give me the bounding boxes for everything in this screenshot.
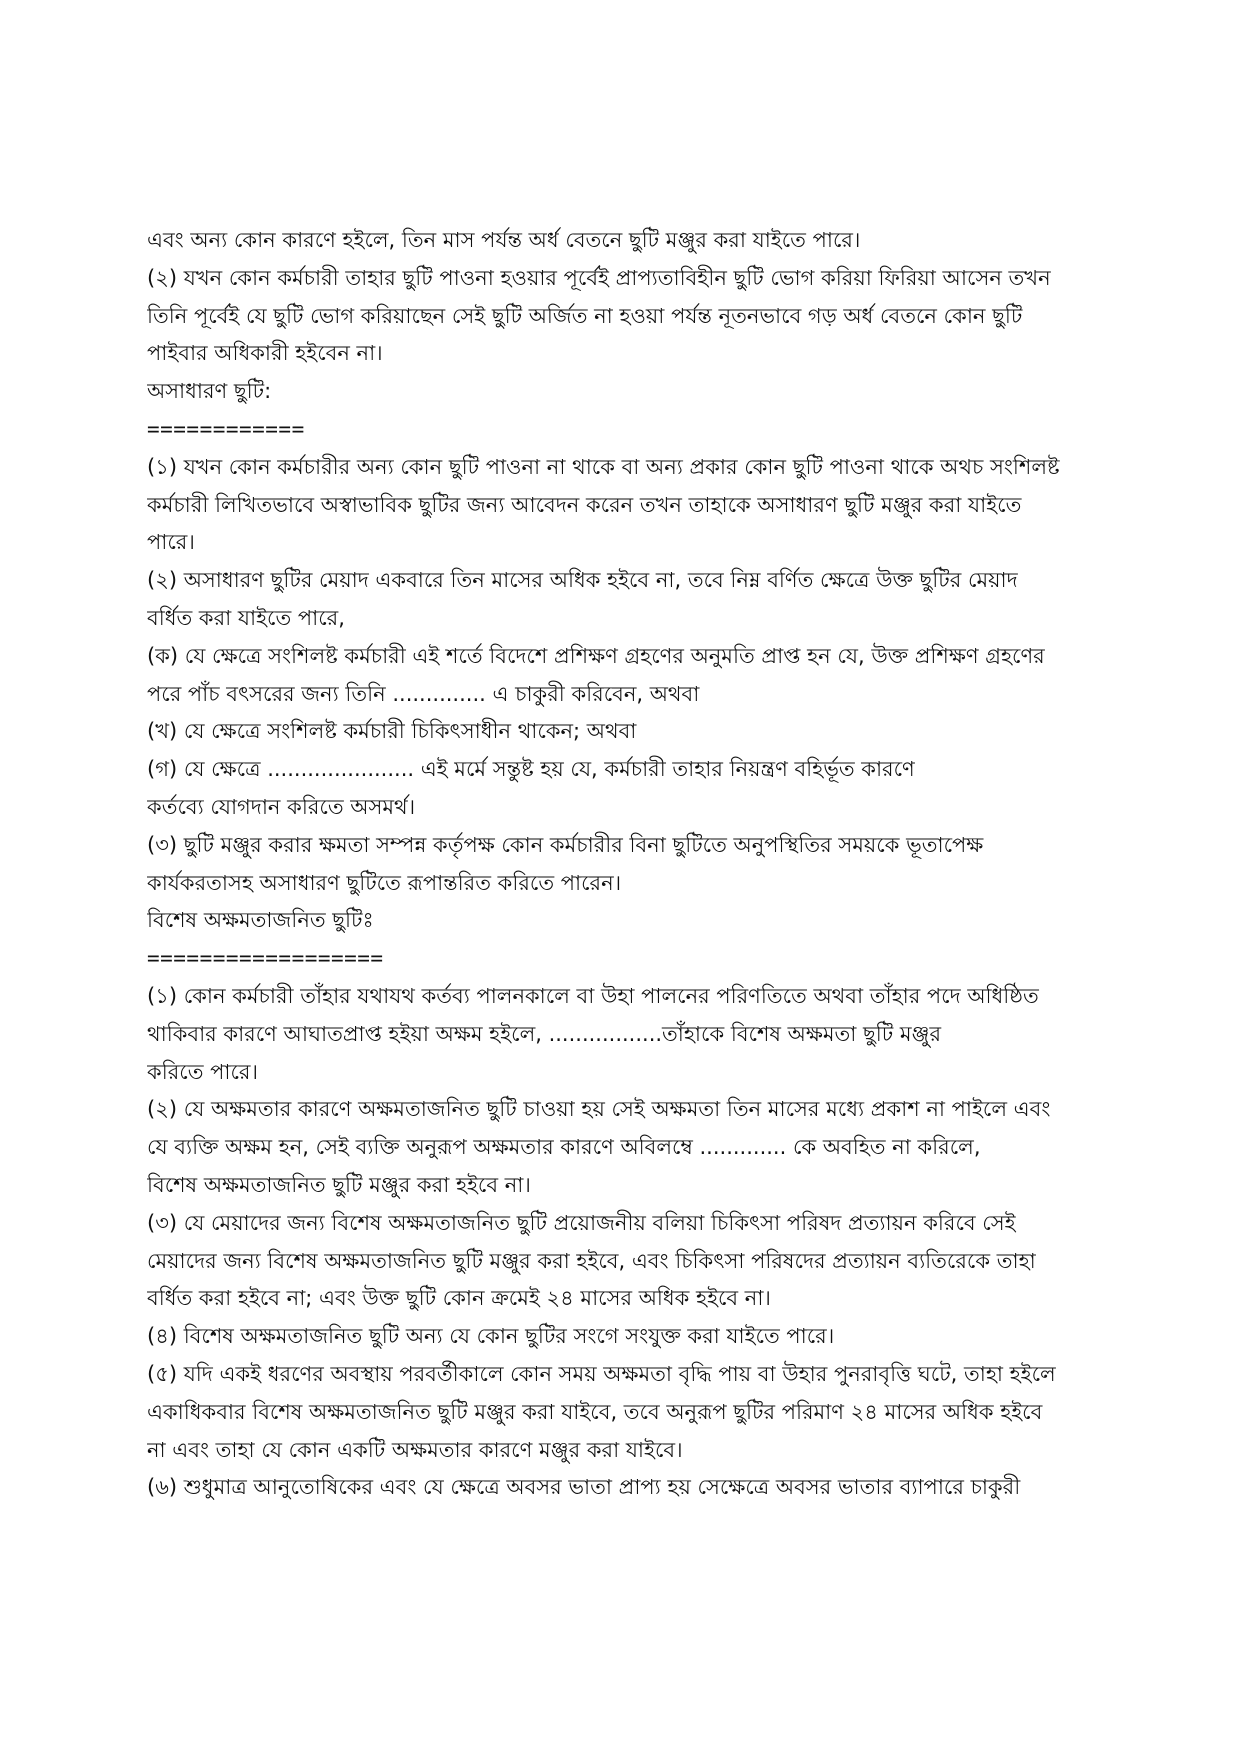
text-line: যে ব্যক্তি অক্ষম হন, সেই ব্যক্তি অনুরূপ অক্ষমতার কারণে অবিলম্বে ............. কে অবহিত না করিলে, — [147, 1135, 981, 1160]
heading-underline-rule: ================== — [147, 946, 384, 971]
text-line: পারে। — [147, 530, 195, 555]
text-line: করিতে পারে। — [147, 1059, 258, 1084]
text-line: কর্মচারী লিখিতভাবে অস্বাভাবিক ছুটির জন্য আবেদন করেন তখন তাহাকে অসাধারণ ছুটি মঞ্জুর করা যাইতে — [147, 492, 1022, 517]
section-heading: অসাধারণ ছুটি: — [147, 379, 272, 404]
text-line: (৪) বিশেষ অক্ষমতাজনিত ছুটি অন্য যে কোন ছুটির সংগে সংযুক্ত করা যাইতে পারে। — [147, 1324, 835, 1349]
document-body — [147, 222, 1112, 1507]
text-line: (৩) যে মেয়াদের জন্য বিশেষ অক্ষমতাজনিত ছুটি প্রয়োজনীয় বলিয়া চিকিৎসা পরিষদ প্রত্যায়ন করিবে সেই — [147, 1210, 1016, 1235]
text-line: পরে পাঁচ বৎসরের জন্য তিনি .............. এ চাকুরী করিবেন, অথবা — [147, 681, 700, 706]
text-line: থাকিবার কারণে আঘাতপ্রাপ্ত হইয়া অক্ষম হইলে, .................তাঁহাকে বিশেষ অক্ষমতা ছুটি মঞ্জুর — [147, 1021, 942, 1046]
text-line: এবং অন্য কোন কারণে হইলে, তিন মাস পর্যন্ত অর্ধ বেতনে ছুটি মঞ্জুর করা যাইতে পারে। — [147, 228, 861, 252]
heading-underline-rule: ============ — [147, 416, 305, 441]
text-line: (২) যে অক্ষমতার কারণে অক্ষমতাজনিত ছুটি চাওয়া হয় সেই অক্ষমতা তিন মাসের মধ্যে প্রকাশ না পাইলে এবং — [147, 1097, 1051, 1122]
section-heading: বিশেষ অক্ষমতাজনিত ছুটিঃ — [147, 908, 374, 933]
text-line: (১) কোন কর্মচারী তাঁহার যথাযথ কর্তব্য পালনকালে বা উহা পালনের পরিণতিতে অথবা তাঁহার পদে অধিষ্ঠিত — [147, 983, 1039, 1008]
text-line: একাধিকবার বিশেষ অক্ষমতাজনিত ছুটি মঞ্জুর করা যাইবে, তবে অনুরূপ ছুটির পরিমাণ ২৪ মাসের অধিক হইবে — [147, 1399, 1043, 1424]
text-line: পাইবার অধিকারী হইবেন না। — [147, 341, 383, 366]
text-line: (৬) শুধুমাত্র আনুতোষিকের এবং যে ক্ষেত্রে অবসর ভাতা প্রাপ্য হয় সেক্ষেত্রে অবসর ভাতার ব্যাপারে চাকুরী — [147, 1475, 1021, 1500]
text-line: (২) যখন কোন কর্মচারী তাহার ছুটি পাওনা হওয়ার পূর্বেই প্রাপ্যতাবিহীন ছুটি ভোগ করিয়া ফিরিয়া আসেন তখন — [147, 265, 1051, 290]
text-line: (ক) যে ক্ষেত্রে সংশিলষ্ট কর্মচারী এই শর্তে বিদেশে প্রশিক্ষণ গ্রহণের অনুমতি প্রাপ্ত হন যে, উক্ত প্রশিক্ষণ গ্রহণের — [147, 643, 1045, 668]
text-line: (১) যখন কোন কর্মচারীর অন্য কোন ছুটি পাওনা না থাকে বা অন্য প্রকার কোন ছুটি পাওনা থাকে অথচ সংশিলষ্ট — [147, 454, 1060, 479]
text-line: কর্তব্যে যোগদান করিতে অসমর্থ। — [147, 794, 416, 819]
text-line: মেয়াদের জন্য বিশেষ অক্ষমতাজনিত ছুটি মঞ্জুর করা হইবে, এবং চিকিৎসা পরিষদের প্রত্যায়ন ব্যতিরেকে তাহা — [147, 1248, 1036, 1273]
text-line: বিশেষ অক্ষমতাজনিত ছুটি মঞ্জুর করা হইবে না। — [147, 1172, 531, 1197]
text-line: বর্ধিত করা হইবে না; এবং উক্ত ছুটি কোন ক্রমেই ২৪ মাসের অধিক হইবে না। — [147, 1286, 771, 1311]
text-line: (৩) ছুটি মঞ্জুর করার ক্ষমতা সম্পন্ন কর্তৃপক্ষ কোন কর্মচারীর বিনা ছুটিতে অনুপস্থিতির সময়কে ভূতাপেক্ষ — [147, 832, 984, 857]
text-line: না এবং তাহা যে কোন একটি অক্ষমতার কারণে মঞ্জুর করা যাইবে। — [147, 1437, 683, 1462]
text-line: (গ) যে ক্ষেত্রে ...................... এই মর্মে সন্তুষ্ট হয় যে, কর্মচারী তাহার নিয়ন্ত্রণ বহির্ভূত কারণে — [147, 757, 915, 782]
text-line: তিনি পূর্বেই যে ছুটি ভোগ করিয়াছেন সেই ছুটি অর্জিত না হওয়া পর্যন্ত নূতনভাবে গড় অর্ধ বেতনে কোন ছুটি — [147, 303, 1023, 328]
text-line: (২) অসাধারণ ছুটির মেয়াদ একবারে তিন মাসের অধিক হইবে না, তবে নিম্ন বর্ণিত ক্ষেত্রে উক্ত ছুটির মেয়াদ — [147, 568, 1018, 593]
text-line: বর্ধিত করা যাইতে পারে, — [147, 605, 345, 630]
text-line: কার্যকরতাসহ অসাধারণ ছুটিতে রূপান্তরিত করিতে পারেন। — [147, 870, 622, 895]
text-line: (খ) যে ক্ষেত্রে সংশিলষ্ট কর্মচারী চিকিৎসাধীন থাকেন; অথবা — [147, 719, 637, 744]
text-line: (৫) যদি একই ধরণের অবস্থায় পরবর্তীকালে কোন সময় অক্ষমতা বৃদ্ধি পায় বা উহার পুনরাবৃত্তি ঘটে, তাহা হইলে — [147, 1361, 1056, 1386]
